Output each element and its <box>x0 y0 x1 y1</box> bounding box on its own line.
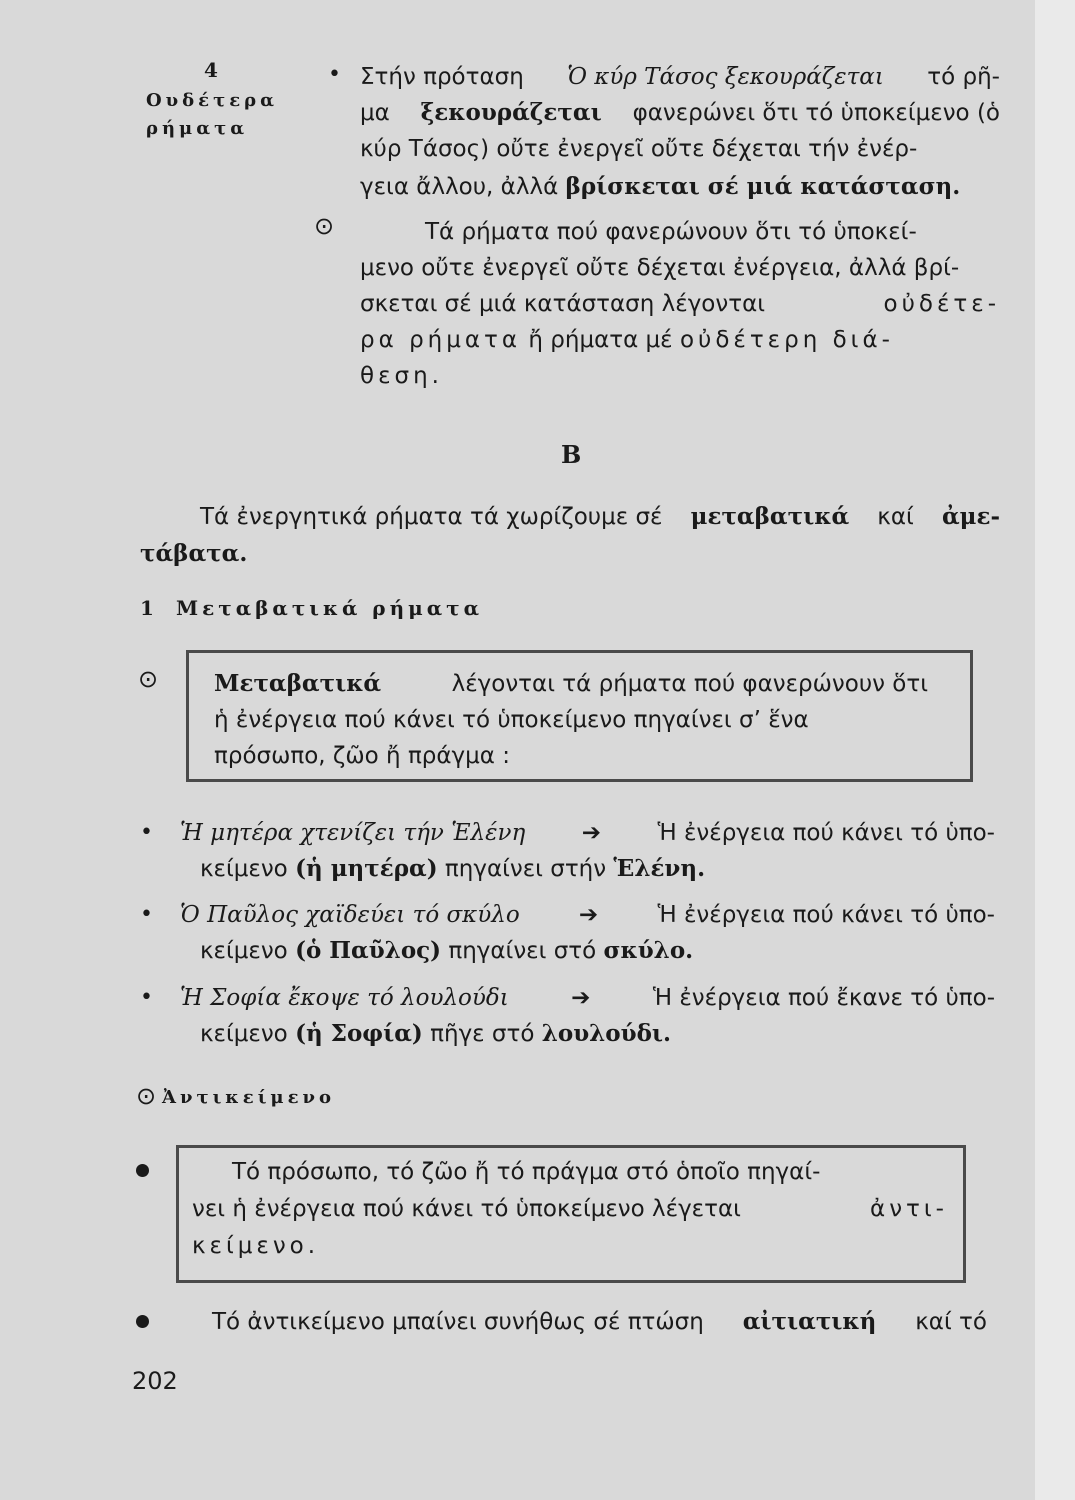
def1-line1: Τά ρήματα πού φανερώνουν ὅτι τό ὑποκεί- <box>425 219 917 245</box>
arrow-icon: ➔ <box>571 985 591 1011</box>
italic-run: Ὁ Παῦλος χαϊδεύει τό σκύλο <box>180 902 520 928</box>
bullet-small: • <box>328 62 341 87</box>
def1-line4 <box>360 323 894 357</box>
bold-run: (ἡ μητέρα) <box>295 855 438 882</box>
italic-run: Ἡ Σοφία ἔκοψε τό λουλούδι <box>180 985 509 1011</box>
bold-run: λουλούδι. <box>541 1020 672 1047</box>
bold-run: μεταβατικά <box>690 503 850 530</box>
bold-run: ἀμε- <box>941 503 1000 530</box>
text-run: Τό ἀντικείμενο μπαίνει συνήθως σέ πτώση <box>212 1309 704 1335</box>
italic-run: Ἡ μητέρα χτενίζει τήν Ἑλένη <box>180 820 526 846</box>
bold-run: (ἡ Σοφία) <box>295 1020 423 1047</box>
text-run: κείμενο <box>200 938 296 964</box>
sidebar-label-line2: ρήματα <box>146 118 249 139</box>
example3-line1 <box>180 981 995 1015</box>
text-run: κείμενο <box>200 1021 296 1047</box>
example1-line2 <box>200 852 705 886</box>
text-run: ἤ ρήματα μέ <box>521 327 680 353</box>
bullet-small: • <box>140 985 153 1010</box>
text-run: Ἡ ἐνέργεια πού ἔκανε τό ὑπο- <box>652 985 995 1011</box>
spaced-run: οὐδέτερη διά- <box>679 327 894 353</box>
text-run: γεια ἄλλου, ἀλλά <box>360 174 566 200</box>
bold-run: Ἑλένη. <box>613 855 706 882</box>
sidebar-number: 4 <box>204 58 222 82</box>
circled-dot-icon: ⊙ <box>314 212 335 240</box>
text-run: Στήν πρόταση <box>360 64 524 90</box>
box1-line2: ἡ ἐνέργεια πού κάνει τό ὑποκείμενο πηγαίνει σ’ ἕνα <box>214 707 809 733</box>
spaced-run: θεση. <box>360 363 443 389</box>
heading2-label: Ἀντικείμενο <box>162 1087 336 1108</box>
section-heading-b: Β <box>561 440 582 469</box>
arrow-icon: ➔ <box>581 820 601 846</box>
box2-line1: Τό πρόσωπο, τό ζῶο ἤ τό πράγμα στό ὁποῖο πηγαί- <box>232 1159 821 1185</box>
bold-run: Μεταβατικά <box>214 670 382 697</box>
text-run: μα <box>360 100 390 126</box>
page-edge <box>1035 0 1075 1500</box>
bold-run: (ὁ Παῦλος) <box>295 937 442 964</box>
text-run: κείμενο <box>200 856 296 882</box>
sidebar-label-line1: Ουδέτερα <box>146 90 278 111</box>
box2-line3 <box>192 1229 319 1263</box>
para1-line2 <box>360 96 1000 130</box>
intro-line2: τάβατα. <box>140 540 248 567</box>
bullet-large-icon <box>136 1164 149 1177</box>
example2-line1 <box>180 898 995 932</box>
intro-line1 <box>200 500 1000 534</box>
text-run: κύρ Τάσος) οὔτε ἐνεργεῖ οὔτε δέχεται τήν ἐνέρ- <box>360 136 918 162</box>
box1-line1 <box>214 667 928 701</box>
text-run: Τά ἐνεργητικά ρήματα τά χωρίζουμε σέ <box>200 504 663 530</box>
text-run: Ἡ ἐνέργεια πού κάνει τό ὑπο- <box>657 820 995 846</box>
heading1-label: Μεταβατικά ρήματα <box>176 596 484 620</box>
circled-dot-icon: ⊙ <box>136 1082 157 1110</box>
spaced-run: κείμενο. <box>192 1233 320 1259</box>
arrow-icon: ➔ <box>578 902 599 928</box>
bold-run: ξεκουράζεται <box>420 99 602 126</box>
box1-line3: πρόσωπο, ζῶο ἤ πράγμα : <box>214 743 511 769</box>
text-run: τό ρῆ- <box>927 64 1000 90</box>
example2-line2 <box>200 934 693 968</box>
box2-line2 <box>192 1192 948 1226</box>
bold-run: σκύλο. <box>603 937 694 964</box>
para1-line3 <box>360 132 1000 166</box>
heading1-number: 1 <box>140 596 158 620</box>
text-run: νει ἡ ἐνέργεια πού κάνει τό ὑποκείμενο λέγεται <box>192 1196 741 1222</box>
last-line <box>212 1305 987 1339</box>
text-run: πηγαίνει στό <box>441 938 604 964</box>
text-run: καί <box>877 504 914 530</box>
example1-line1 <box>180 816 995 850</box>
para1-line1 <box>360 60 1000 94</box>
def1-line3 <box>360 287 1000 321</box>
text-run: πῆγε στό <box>422 1021 542 1047</box>
bullet-small: • <box>140 820 153 845</box>
italic-run: Ὁ κύρ Τάσος ξεκουράζεται <box>567 64 884 90</box>
def1-line5 <box>360 359 443 393</box>
example3-line2 <box>200 1017 671 1051</box>
text-run: λέγονται τά ρήματα πού φανερώνουν ὅτι <box>451 671 928 697</box>
bold-run: βρίσκεται σέ μιά κατάσταση. <box>565 173 961 200</box>
text-run: φανερώνει ὅτι τό ὑποκείμενο (ὁ <box>632 100 1000 126</box>
text-run: πηγαίνει στήν <box>437 856 614 882</box>
spaced-run: ρα ρήματα <box>360 327 522 353</box>
circled-dot-icon: ⊙ <box>138 665 159 693</box>
text-run: σκεται σέ μιά κατάσταση λέγονται <box>360 291 766 317</box>
bullet-small: • <box>140 902 153 927</box>
spaced-run: ἀντι- <box>870 1196 948 1222</box>
def1-line2: μενο οὔτε ἐνεργεῖ οὔτε δέχεται ἐνέργεια, ἀλλά βρί- <box>360 255 960 281</box>
bold-run: αἰτιατική <box>742 1308 877 1335</box>
para1-line4 <box>360 170 960 204</box>
spaced-run: οὐδέτε- <box>883 291 1000 317</box>
text-run: Ἡ ἐνέργεια πού κάνει τό ὑπο- <box>657 902 995 928</box>
bullet-large-icon <box>136 1315 149 1328</box>
page-number: 202 <box>132 1367 178 1395</box>
text-run: καί τό <box>915 1309 987 1335</box>
